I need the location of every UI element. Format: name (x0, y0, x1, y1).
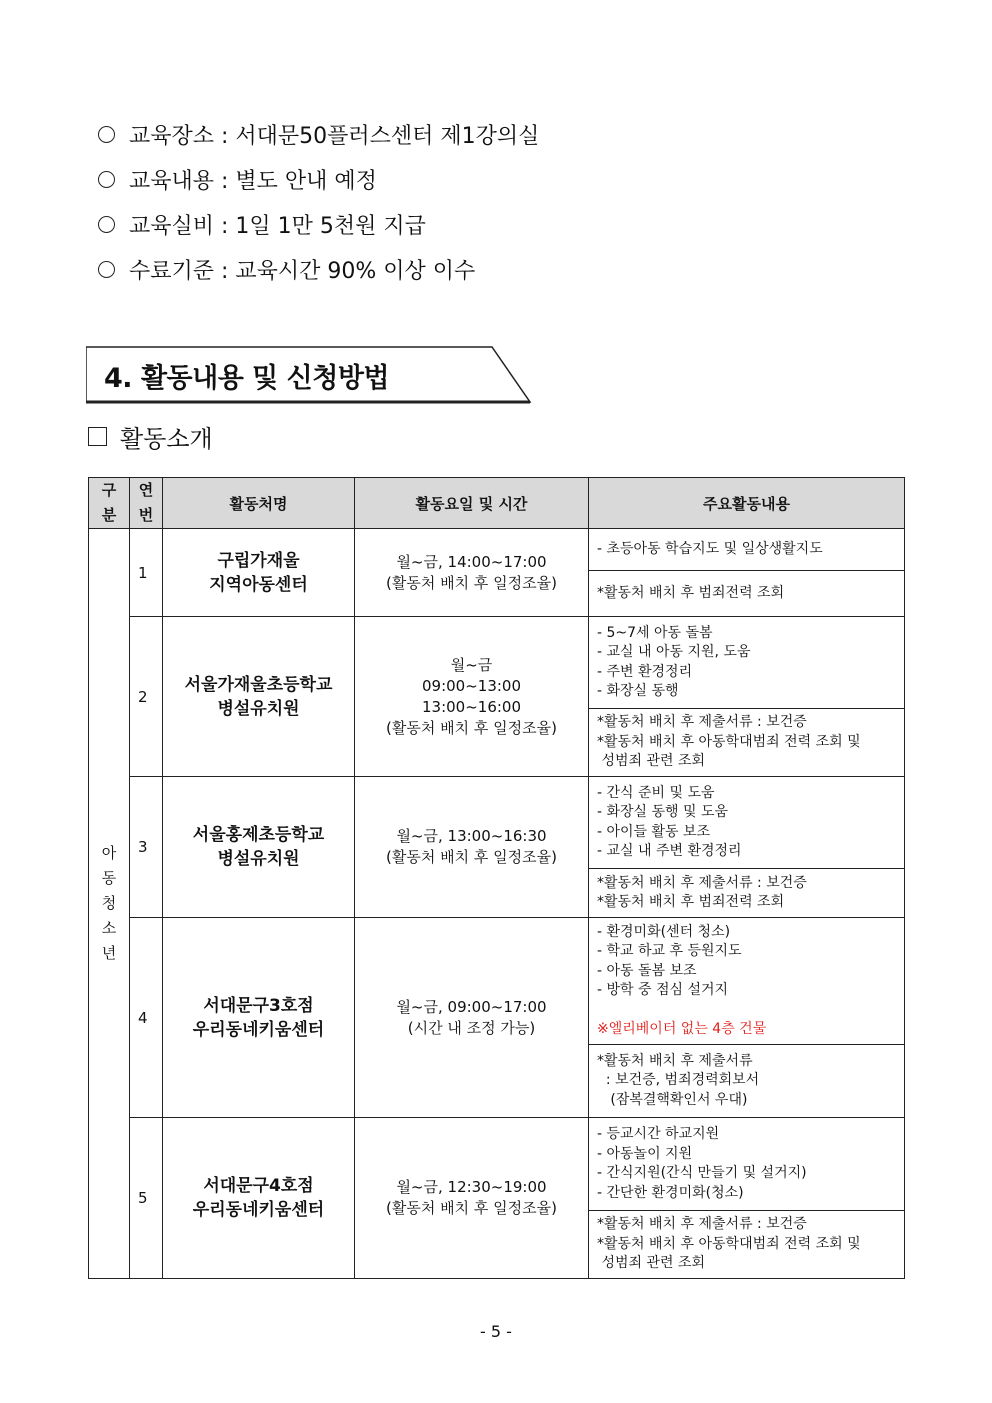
activity-list: - 초등아동 학습지도 및 일상생활지도 (589, 529, 905, 571)
circle-bullet-icon (98, 171, 115, 188)
place-name: 구립가재울 지역아동센터 (163, 529, 355, 617)
warning-text: ※엘리베이터 없는 4층 건물 (597, 1020, 767, 1037)
schedule: 월~금 09:00~13:00 13:00~16:00 (활동처 배치 후 일정조율) (355, 617, 589, 777)
info-bullet (98, 157, 539, 202)
bullet-text: 수료기준 : 교육시간 90% 이상 이수 (129, 259, 476, 284)
schedule: 월~금, 13:00~16:30 (활동처 배치 후 일정조율) (355, 777, 589, 918)
notes: *활동처 배치 후 범죄전력 조회 (589, 571, 905, 617)
info-bullet (98, 112, 539, 157)
row-number: 2 (130, 617, 163, 777)
activity-list: - 환경미화(센터 청소) - 학교 하교 후 등원지도 - 아동 돌봄 보조 - 방학 중 점심 설거지 ※엘리베이터 없는 4층 건물 (589, 918, 905, 1045)
table-row (89, 777, 905, 869)
category-cell: 아동청소년 (89, 529, 130, 1279)
subsection-heading (88, 419, 213, 454)
activity-list: - 간식 준비 및 도움 - 화장실 동행 및 도움 - 아이들 활동 보조 - 교실 내 주변 환경정리 (589, 777, 905, 869)
schedule: 월~금, 09:00~17:00 (시간 내 조정 가능) (355, 918, 589, 1118)
section-heading (86, 346, 532, 402)
table-header-row (89, 478, 905, 529)
activity-list: - 등교시간 하교지원 - 아동놀이 지원 - 간식지원(간식 만들기 및 설거지) - 간단한 환경미화(청소) (589, 1118, 905, 1211)
header-place: 활동처명 (163, 478, 355, 529)
section-title: 4. 활동내용 및 신청방법 (104, 363, 389, 394)
circle-bullet-icon (98, 126, 115, 143)
place-name: 서대문구3호점 우리동네키움센터 (163, 918, 355, 1118)
place-name: 서대문구4호점 우리동네키움센터 (163, 1118, 355, 1279)
notes: *활동처 배치 후 제출서류 : 보건증, 범죄경력회보서 (잠복결핵확인서 우대) (589, 1045, 905, 1118)
info-bullet-list (98, 112, 539, 292)
table-row (89, 529, 905, 571)
row-number: 1 (130, 529, 163, 617)
row-number: 3 (130, 777, 163, 918)
schedule: 월~금, 14:00~17:00 (활동처 배치 후 일정조율) (355, 529, 589, 617)
circle-bullet-icon (98, 261, 115, 278)
notes: *활동처 배치 후 제출서류 : 보건증 *활동처 배치 후 아동학대범죄 전력 조회 및 성범죄 관련 조회 (589, 709, 905, 777)
schedule: 월~금, 12:30~19:00 (활동처 배치 후 일정조율) (355, 1118, 589, 1279)
place-name: 서울가재울초등학교 병설유치원 (163, 617, 355, 777)
subsection-title: 활동소개 (120, 425, 213, 453)
activity-table (88, 477, 905, 1279)
page-number: - 5 - (480, 1322, 512, 1341)
square-bullet-icon (88, 427, 107, 446)
header-content: 주요활동내용 (589, 478, 905, 529)
table-row (89, 617, 905, 709)
table-row (89, 918, 905, 1045)
header-time: 활동요일 및 시간 (355, 478, 589, 529)
circle-bullet-icon (98, 216, 115, 233)
notes: *활동처 배치 후 제출서류 : 보건증 *활동처 배치 후 범죄전력 조회 (589, 869, 905, 918)
info-bullet (98, 202, 539, 247)
bullet-text: 교육내용 : 별도 안내 예정 (129, 169, 377, 194)
activity-list: - 5~7세 아동 돌봄 - 교실 내 아동 지원, 도움 - 주변 환경정리 - 화장실 동행 (589, 617, 905, 709)
header-number: 연번 (130, 478, 163, 529)
table-row (89, 1118, 905, 1211)
row-number: 4 (130, 918, 163, 1118)
header-category: 구분 (89, 478, 130, 529)
bullet-text: 교육실비 : 1일 1만 5천원 지급 (129, 214, 426, 239)
row-number: 5 (130, 1118, 163, 1279)
info-bullet (98, 247, 539, 292)
notes: *활동처 배치 후 제출서류 : 보건증 *활동처 배치 후 아동학대범죄 전력 조회 및 성범죄 관련 조회 (589, 1211, 905, 1279)
place-name: 서울홍제초등학교 병설유치원 (163, 777, 355, 918)
bullet-text: 교육장소 : 서대문50플러스센터 제1강의실 (129, 124, 540, 149)
